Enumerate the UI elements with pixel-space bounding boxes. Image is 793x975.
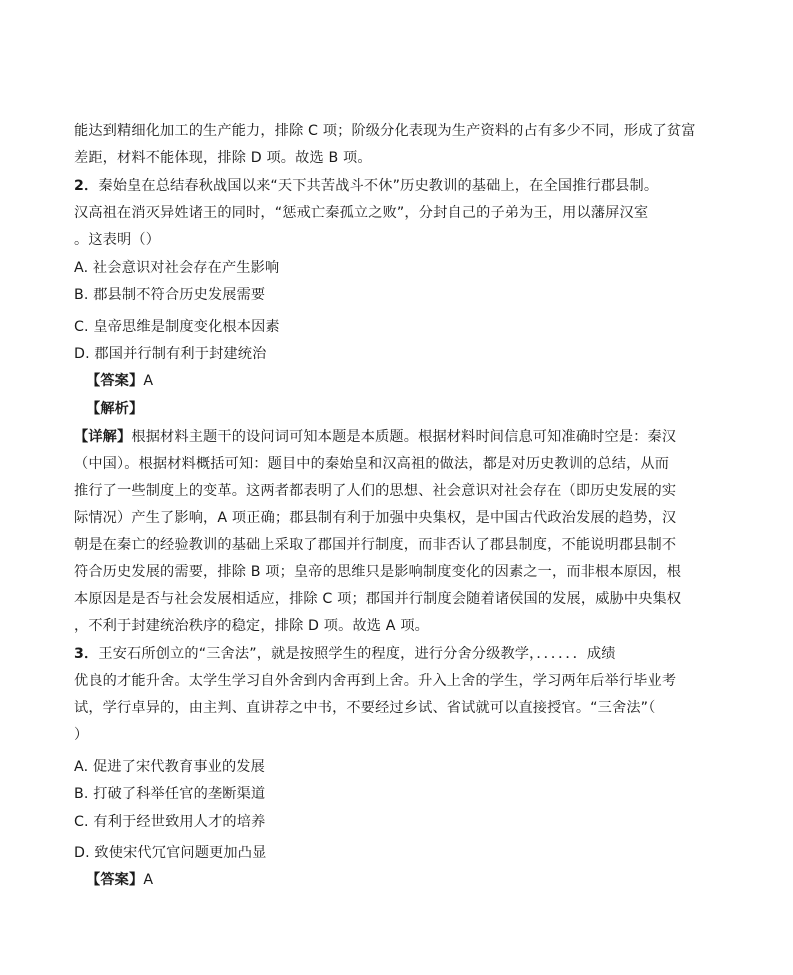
- question-2-detail-line-8: ，不利于封建统治秩序的稳定，排除 D 项。故选 A 项。: [74, 618, 429, 634]
- question-3-option-c: C. 有利于经世致用人才的培养: [74, 814, 266, 830]
- question-3-option-a: A. 促进了宋代教育事业的发展: [74, 759, 265, 775]
- answer-value: A: [143, 872, 154, 888]
- question-2-stem-line-3: 。这表明（）: [74, 232, 161, 248]
- question-2-stem-line-2: 汉高祖在消灭异姓诸王的同时，“惩戒亡秦孤立之败”，分封自己的子弟为王，用以藩屏汉室: [74, 205, 649, 221]
- question-2-detail-line-2: （中国）。根据材料概括可知：题目中的秦始皇和汉高祖的做法，都是对历史教训的总结，从而: [74, 456, 670, 472]
- question-3-number: 3．: [74, 646, 99, 662]
- prev-analysis-line-2: 差距，材料不能体现，排除 D 项。故选 B 项。: [74, 150, 372, 166]
- question-3-option-d: D. 致使宋代冗官问题更加凸显: [74, 845, 267, 861]
- question-3-stem-line-3: 试，学行卓异的，由主判、直讲荐之中书，不要经过乡试、省试就可以直接授官。“三舍法”（: [74, 700, 656, 716]
- question-2-number: 2．: [74, 178, 99, 194]
- question-2-detail-line-1: 【详解】根据材料主题干的设问词可知本题是本质题。根据材料时间信息可知准确时空是：秦汉: [74, 429, 677, 445]
- question-2-detail-line-6: 符合历史发展的需要，排除 B 项；皇帝的思维只是影响制度变化的因素之一，而非根本原因，根: [74, 564, 682, 580]
- detail-tag: 【详解】: [74, 429, 132, 445]
- question-3-answer: [86, 870, 153, 890]
- question-2-option-c: C. 皇帝思维是制度变化根本因素: [74, 319, 280, 335]
- question-3-stem-line-1: 3．王安石所创立的“三舍法”，就是按照学生的程度，进行分舍分级教学，．．．．．．成绩: [74, 646, 616, 662]
- question-2-option-b: B. 郡县制不符合历史发展需要: [74, 287, 266, 303]
- question-2-answer: [86, 371, 153, 391]
- question-3-stem-line-4: ）: [74, 727, 89, 743]
- question-3-option-b: B. 打破了科举任官的垄断渠道: [74, 786, 266, 802]
- answer-value: A: [143, 373, 154, 389]
- question-2-analysis-heading: 【解析】: [86, 401, 144, 417]
- question-2-option-d: D. 郡国并行制有利于封建统治: [74, 346, 267, 362]
- answer-tag: 【答案】: [86, 872, 144, 888]
- answer-tag: 【答案】: [86, 373, 144, 389]
- question-2-detail-line-4: 际情况）产生了影响，A 项正确；郡县制有利于加强中央集权，是中国古代政治发展的趋势，汉: [74, 510, 677, 526]
- question-2-detail-line-3: 推行了一些制度上的变革。这两者都表明了人们的思想、社会意识对社会存在（即历史发展的实: [74, 483, 677, 499]
- prev-analysis-line-1: 能达到精细化加工的生产能力，排除 C 项；阶级分化表现为生产资料的占有多少不同，形成了贫富: [74, 123, 696, 139]
- question-2-detail-line-7: 本原因是是否与社会发展相适应，排除 C 项；郡国并行制度会随着诸侯国的发展，威胁中央集权: [74, 591, 682, 607]
- question-2-option-a: A. 社会意识对社会存在产生影响: [74, 260, 280, 276]
- question-3-stem-line-2: 优良的才能升舍。太学生学习自外舍到内舍再到上舍。升入上舍的学生，学习两年后举行毕业考: [74, 673, 677, 689]
- question-2-stem-line-1: 2．秦始皇在总结春秋战国以来“天下共苦战斗不休”历史教训的基础上，在全国推行郡县制。: [74, 178, 659, 194]
- question-2-detail-line-5: 朝是在秦亡的经验教训的基础上采取了郡国并行制度，而非否认了郡县制度，不能说明郡县制不: [74, 537, 677, 553]
